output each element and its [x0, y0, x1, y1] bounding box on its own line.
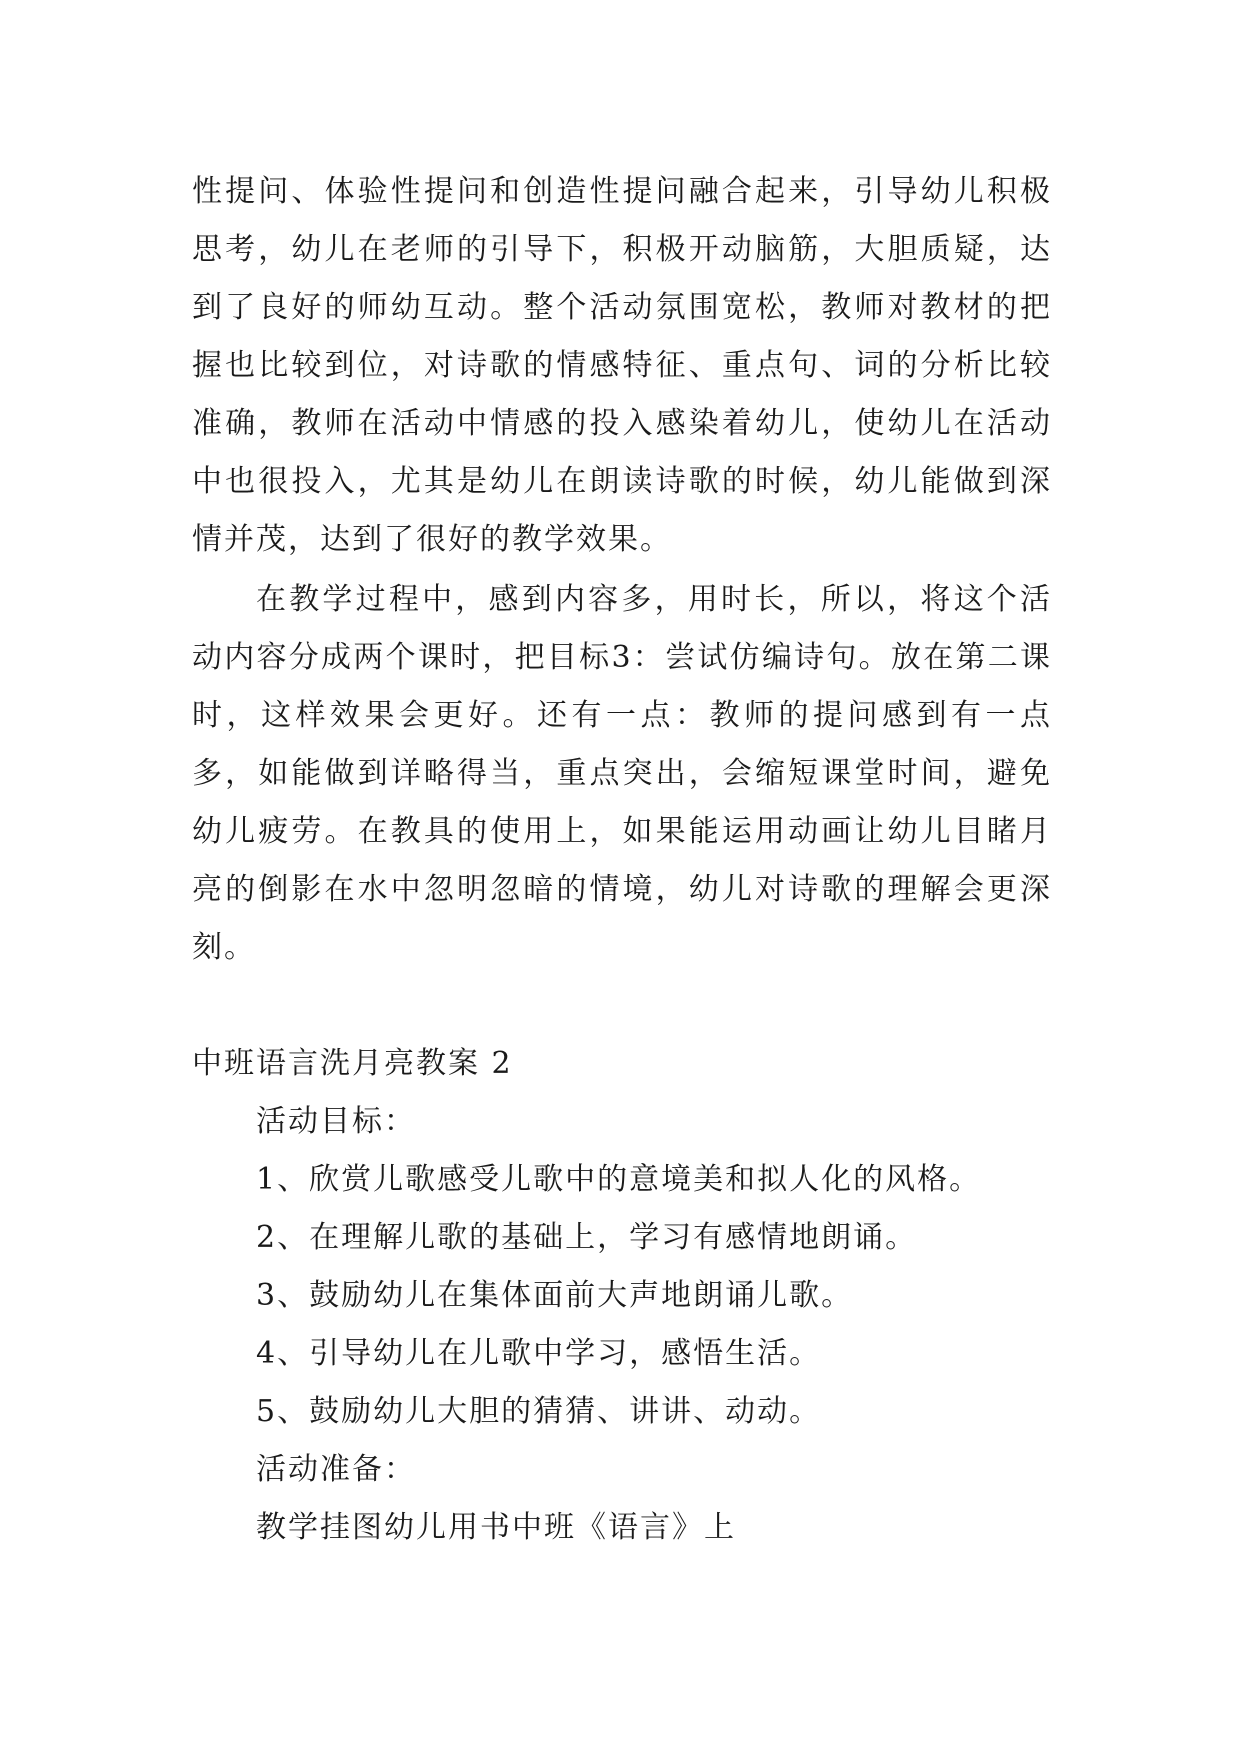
document-page: [192, 163, 1052, 1557]
paragraph-reflection-1: 性提问、体验性提问和创造性提问融合起来，引导幼儿积极思考，幼儿在老师的引导下，积极开动脑筋，大胆质疑，达到了良好的师幼互动。整个活动氛围宽松，教师对教材的把握也比较到位，对诗歌的情感特征、重点句、词的分析比较准确，教师在活动中情感的投入感染着幼儿，使幼儿在活动中也很投入，尤其是幼儿在朗读诗歌的时候，幼儿能做到深情并茂，达到了很好的教学效果。: [192, 174, 1052, 557]
goal-item-1: 1、欣赏儿歌感受儿歌中的意境美和拟人化的风格。: [256, 1162, 982, 1197]
prep-text: 教学挂图幼儿用书中班《语言》上: [256, 1510, 736, 1545]
goal-item-5: 5、鼓励幼儿大胆的猜猜、讲讲、动动。: [256, 1394, 822, 1429]
goal-item-4: 4、引导幼儿在儿歌中学习，感悟生活。: [256, 1336, 822, 1371]
prep-heading: 活动准备：: [256, 1452, 416, 1487]
paragraph-reflection-2: 在教学过程中，感到内容多，用时长，所以，将这个活动内容分成两个课时，把目标3：尝试仿编诗句。放在第二课时，这样效果会更好。还有一点：教师的提问感到有一点多，如能做到详略得当，重点突出，会缩短课堂时间，避免幼儿疲劳。在教具的使用上，如果能运用动画让幼儿目睹月亮的倒影在水中忽明忽暗的情境，幼儿对诗歌的理解会更深刻。: [192, 582, 1052, 965]
section-title: 中班语言洗月亮教案 2: [192, 1046, 513, 1081]
goal-item-3: 3、鼓励幼儿在集体面前大声地朗诵儿歌。: [256, 1278, 854, 1313]
goals-heading: 活动目标：: [256, 1104, 416, 1139]
goal-item-2: 2、在理解儿歌的基础上，学习有感情地朗诵。: [256, 1220, 918, 1255]
